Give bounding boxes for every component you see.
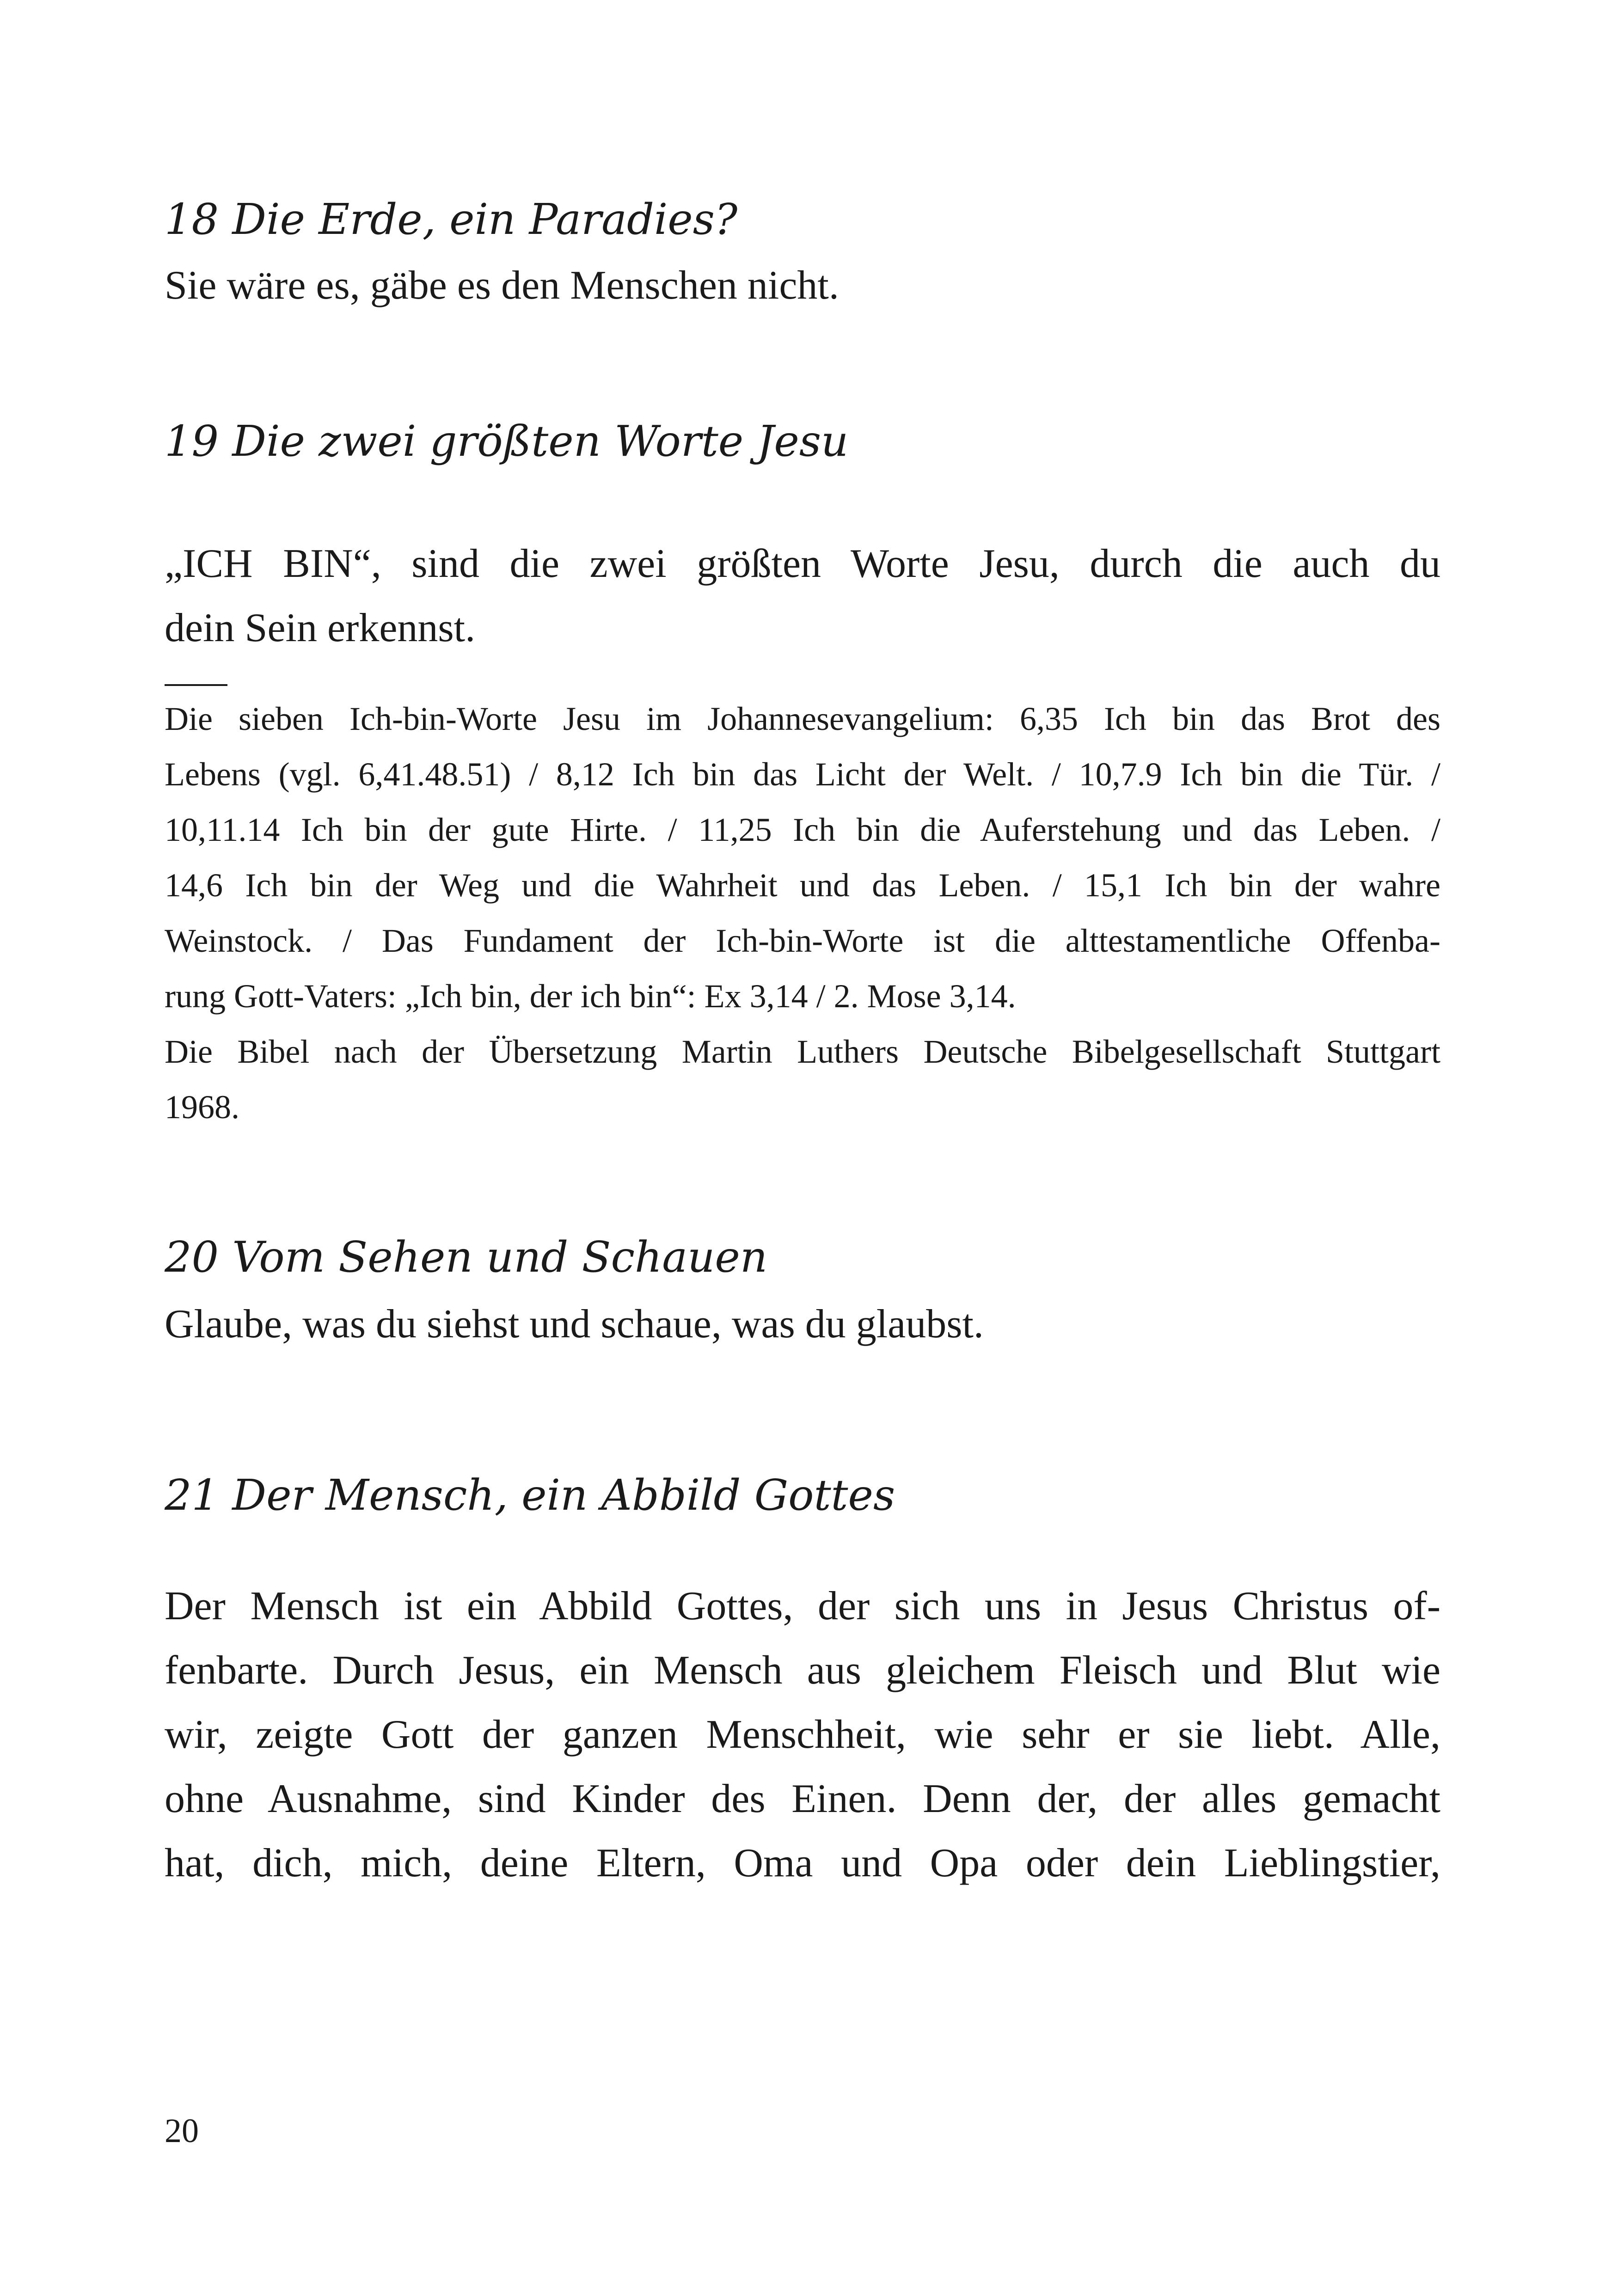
section-21-line-1: Der Mensch ist ein Abbild Gottes, der sich uns in Jesus Christus of- [165,1584,1440,1629]
footnote-line-4: 14,6 Ich bin der Weg und die Wahrheit und das Leben. / 15,1 Ich bin der wahre [165,867,1440,904]
section-19-body [165,532,1440,660]
section-18-heading: 18 Die Erde, ein Paradies? [165,195,738,244]
section-21-body [165,1574,1440,1895]
section-19-line-1: „ICH BIN“, sind die zwei größten Worte Jesu, durch die auch du [165,541,1440,586]
footnote-line-6: rung Gott-Vaters: „Ich bin, der ich bin“: Ex 3,14 / 2. Mose 3,14. [165,978,1016,1015]
footnote-line-7: Die Bibel nach der Übersetzung Martin Luthers Deutsche Bibelgesellschaft Stuttgart [165,1033,1440,1070]
section-20-heading: 20 Vom Sehen und Schauen [165,1232,768,1282]
section-21-heading: 21 Der Mensch, ein Abbild Gottes [165,1470,895,1520]
page-number: 20 [165,2112,199,2150]
footnote-line-2: Lebens (vgl. 6,41.48.51) / 8,12 Ich bin das Licht der Welt. / 10,7.9 Ich bin die Tür. / [165,756,1440,793]
footnote-line-5: Weinstock. / Das Fundament der Ich-bin-Worte ist die alttestamentliche Offenba- [165,922,1440,959]
section-18-body [165,253,1440,318]
section-21-line-2: fenbarte. Durch Jesus, ein Mensch aus gleichem Fleisch und Blut wie [165,1648,1440,1693]
footnote-line-1: Die sieben Ich-bin-Worte Jesu im Johannesevangelium: 6,35 Ich bin das Brot des [165,700,1440,737]
section-19-footnote [165,691,1440,1135]
footnote-divider [165,684,227,686]
section-21-line-4: ohne Ausnahme, sind Kinder des Einen. Denn der, der alles gemacht [165,1776,1440,1821]
section-18-line-1: Sie wäre es, gäbe es den Menschen nicht. [165,263,839,308]
section-21-line-3: wir, zeigte Gott der ganzen Menschheit, wie sehr er sie liebt. Alle, [165,1712,1440,1757]
section-20-line-1: Glaube, was du siehst und schaue, was du glaubst. [165,1302,984,1347]
footnote-line-3: 10,11.14 Ich bin der gute Hirte. / 11,25 Ich bin die Auferstehung und das Leben. / [165,811,1440,848]
footnote-line-8: 1968. [165,1089,239,1126]
section-19-line-2: dein Sein erkennst. [165,606,476,650]
section-21-line-5: hat, dich, mich, deine Eltern, Oma und Opa oder dein Lieblingstier, [165,1841,1440,1886]
section-20-body [165,1292,1440,1356]
section-19-heading: 19 Die zwei größten Worte Jesu [165,416,849,466]
